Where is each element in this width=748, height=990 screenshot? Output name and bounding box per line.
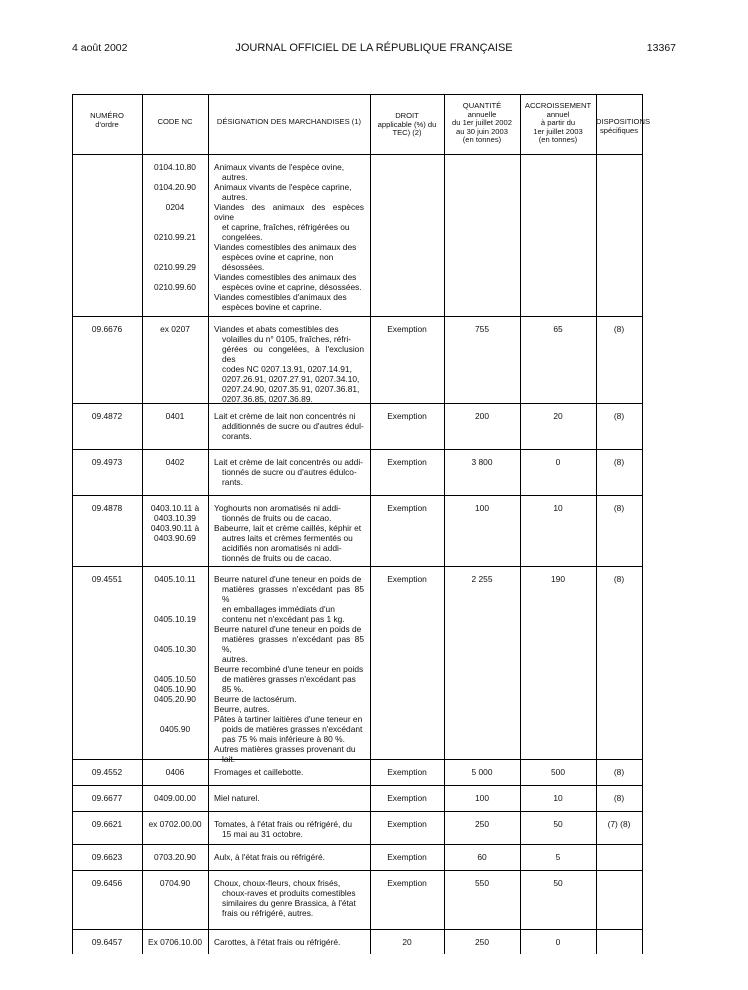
code-line: 0703.20.90 <box>154 852 196 862</box>
code-line: 0403.90.11 à <box>150 523 200 533</box>
code-line: 0405.10.30 <box>154 644 196 654</box>
designation-line: poids de matières grasses n'excédant <box>222 724 363 734</box>
row-numero: 09.6676 <box>91 324 123 334</box>
column-header-quantite <box>444 102 520 145</box>
designation-line: similaires du genre Brassica, à l'état <box>222 898 356 908</box>
designation-line: lait. <box>222 754 236 764</box>
row-designation <box>214 324 364 404</box>
row-numero: 09.6621 <box>91 819 123 829</box>
code-line: 0704.90 <box>159 878 191 888</box>
column-header-numero <box>72 112 142 129</box>
row-code-nc <box>142 852 208 862</box>
designation-line: acidifiés non aromatisés ni addi- <box>222 543 342 553</box>
designation-line: choux-raves et produits comestibles <box>222 888 356 898</box>
row-droit: Exemption <box>387 574 427 584</box>
row-droit: Exemption <box>387 793 427 803</box>
row-droit: Exemption <box>387 324 427 334</box>
designation-line: Beurre naturel d'une teneur en poids de <box>214 624 362 634</box>
row-dispositions: (8) <box>613 503 625 513</box>
code-line: 0406 <box>165 767 185 777</box>
code-line <box>142 734 208 744</box>
row-designation <box>214 852 364 862</box>
designation-line: gérées ou congelées, à l'exclusion des <box>222 344 364 364</box>
row-code-nc <box>142 411 208 421</box>
code-line <box>142 192 208 202</box>
table-top-rule <box>72 94 642 95</box>
row-designation <box>214 162 364 312</box>
row-accroissement: 190 <box>551 574 565 584</box>
designation-line: espèces ovine et caprine, non <box>222 252 334 262</box>
code-line: 0210.99.29 <box>154 262 196 272</box>
row-numero: 09.4878 <box>91 503 123 513</box>
column-header-line: au 30 juin 2003 <box>456 126 508 136</box>
designation-line: Animaux vivants de l'espèce caprine, <box>214 182 352 192</box>
row-accroissement: 0 <box>555 457 561 467</box>
designation-line: Aulx, à l'état frais ou réfrigéré. <box>214 852 325 862</box>
journal-title: JOURNAL OFFICIEL DE LA RÉPUBLIQUE FRANÇAISE <box>235 42 513 54</box>
designation-line: autres. <box>222 172 248 182</box>
tariff-table <box>72 94 651 954</box>
designation-line: Lait et crème de lait concentrés ou addi- <box>214 457 363 467</box>
designation-line: Beurre de lactosérum. <box>214 694 297 704</box>
code-line <box>142 272 208 282</box>
code-line: 0401 <box>165 411 185 421</box>
row-quantite: 550 <box>475 878 489 888</box>
designation-line: Yoghourts non aromatisés ni addi- <box>214 503 341 513</box>
row-dispositions: (8) <box>613 324 625 334</box>
designation-line: Beurre, autres. <box>214 704 270 714</box>
code-line <box>142 242 208 252</box>
designation-line: en emballages immédiats d'un <box>222 604 335 614</box>
row-accroissement: 10 <box>553 503 563 513</box>
row-quantite: 5 000 <box>471 767 493 777</box>
designation-line: tionnés de sucre ou d'autres édulco- <box>222 467 357 477</box>
code-line: 0405.10.90 <box>154 684 196 694</box>
row-numero: 09.6677 <box>91 793 123 803</box>
row-accroissement: 50 <box>553 819 563 829</box>
row-accroissement: 5 <box>555 852 561 862</box>
column-header-line: DISPOSITIONS <box>596 117 651 126</box>
designation-line: autres laits et crèmes fermentés ou <box>222 533 353 543</box>
column-header-dispositions <box>596 117 651 135</box>
designation-line: Pâtes à tartiner laitières d'une teneur en <box>214 714 363 724</box>
row-droit: Exemption <box>387 457 427 467</box>
designation-line: Beurre naturel d'une teneur en poids de <box>214 574 362 584</box>
code-line: 0210.99.60 <box>154 282 196 292</box>
code-line: 0104.20.90 <box>154 182 196 192</box>
column-header-accroissement <box>520 102 596 145</box>
row-code-nc <box>142 937 208 947</box>
row-designation <box>214 457 364 487</box>
code-line: 0409.00.00 <box>154 793 196 803</box>
row-numero: 09.4872 <box>91 411 123 421</box>
row-accroissement: 20 <box>553 411 563 421</box>
row-designation <box>214 503 364 563</box>
row-accroissement: 500 <box>551 767 565 777</box>
row-droit: Exemption <box>387 411 427 421</box>
column-rule <box>208 94 209 954</box>
row-code-nc <box>142 457 208 467</box>
designation-line: désossées. <box>222 262 265 272</box>
designation-line: autres. <box>222 654 248 664</box>
designation-line: autres. <box>222 192 248 202</box>
code-line: 0403.10.11 à <box>150 503 200 513</box>
row-droit: Exemption <box>387 852 427 862</box>
designation-line: 85 %. <box>222 684 244 694</box>
code-line: ex 0207 <box>160 324 190 334</box>
column-header-line: TEC) (2) <box>392 128 422 138</box>
row-quantite: 60 <box>477 852 487 862</box>
designation-line: congelées. <box>222 232 263 242</box>
code-line <box>142 212 208 222</box>
designation-line: espèces ovine et caprine, désossées. <box>222 282 362 292</box>
row-quantite: 100 <box>475 793 489 803</box>
code-line: 0405.10.11 <box>154 574 196 584</box>
row-rule <box>72 811 642 812</box>
row-quantite: 250 <box>475 937 489 947</box>
row-designation <box>214 878 364 918</box>
row-code-nc <box>142 878 208 888</box>
designation-line: Viandes comestibles des animaux des <box>214 272 357 282</box>
row-accroissement: 0 <box>555 937 561 947</box>
code-line <box>142 704 208 714</box>
column-header-line: annuelle <box>467 109 497 119</box>
row-designation <box>214 767 364 777</box>
code-line <box>142 604 208 614</box>
row-numero: 09.6457 <box>91 937 123 947</box>
code-line <box>142 654 208 664</box>
row-numero: 09.4551 <box>91 574 123 584</box>
row-quantite: 755 <box>475 324 489 334</box>
column-header-droit <box>370 112 444 138</box>
code-line: 0405.10.50 <box>154 674 196 684</box>
row-dispositions: (8) <box>613 793 625 803</box>
designation-line: et caprine, fraîches, réfrigérées ou <box>222 222 350 232</box>
designation-line: Viandes comestibles d'animaux des <box>214 292 347 302</box>
row-droit: Exemption <box>387 878 427 888</box>
row-rule <box>72 785 642 786</box>
code-line <box>142 172 208 182</box>
row-code-nc <box>142 793 208 803</box>
row-rule <box>72 495 642 496</box>
designation-line: 0207.36.85, 0207.36.89. <box>222 394 313 404</box>
column-header-line: d'ordre <box>95 119 119 129</box>
row-code-nc <box>142 324 208 334</box>
row-accroissement: 50 <box>553 878 563 888</box>
code-line: 0403.90.69 <box>154 533 196 543</box>
column-header-line: spécifiques <box>600 125 638 135</box>
row-quantite: 2 255 <box>471 574 493 584</box>
column-header-line: (en tonnes) <box>538 135 578 145</box>
designation-line: Beurre recombiné d'une teneur en poids <box>214 664 364 674</box>
row-rule <box>72 844 642 845</box>
row-numero: 09.6623 <box>91 852 123 862</box>
column-header-line: DÉSIGNATION DES MARCHANDISES (1) <box>216 117 362 126</box>
designation-line: Viandes comestibles des animaux des <box>214 242 357 252</box>
row-numero: 09.4552 <box>91 767 123 777</box>
column-header-line: à partir du <box>540 118 576 128</box>
designation-line: pas 75 % mais inférieure à 80 %. <box>222 734 345 744</box>
designation-line: codes NC 0207.13.91, 0207.14.91, <box>222 364 352 374</box>
designation-line: Babeurre, lait et crème caillés, képhir et <box>214 523 362 533</box>
header-rule <box>72 154 642 155</box>
row-code-nc <box>142 574 208 744</box>
column-header-designation <box>208 118 370 127</box>
row-quantite: 200 <box>475 411 489 421</box>
column-header-line: du 1er juillet 2002 <box>452 118 512 128</box>
designation-line: frais ou réfrigéré, autres. <box>222 908 314 918</box>
designation-line: Fromages et caillebotte. <box>214 767 304 777</box>
designation-line: Lait et crème de lait non concentrés ni <box>214 411 356 421</box>
row-accroissement: 65 <box>553 324 563 334</box>
column-header-line: annuel <box>546 109 570 119</box>
code-line: 0403.10.39 <box>154 513 196 523</box>
designation-line: espèces bovine et caprine. <box>222 302 322 312</box>
row-designation <box>214 937 364 947</box>
row-code-nc <box>142 819 208 829</box>
row-numero: 09.4973 <box>91 457 123 467</box>
row-dispositions: (8) <box>613 574 625 584</box>
designation-line: Animaux vivants de l'espèce ovine, <box>214 162 345 172</box>
code-line <box>142 594 208 604</box>
code-line <box>142 634 208 644</box>
row-dispositions: (8) <box>613 457 625 467</box>
row-designation <box>214 574 364 764</box>
code-line <box>142 664 208 674</box>
designation-line: additionnés de sucre ou d'autres édul- <box>222 421 364 431</box>
designation-line: rants. <box>222 477 243 487</box>
code-line: 0204 <box>165 202 185 212</box>
designation-line: 0207.26.91, 0207.27.91, 0207.34.10, <box>222 374 360 384</box>
code-line <box>142 584 208 594</box>
row-rule <box>72 566 642 567</box>
column-rule <box>642 94 643 954</box>
designation-line: corants. <box>222 431 252 441</box>
designation-line: Viandes et abats comestibles des <box>214 324 339 334</box>
row-dispositions: (7) (8) <box>607 819 631 829</box>
column-header-line: CODE NC <box>157 117 193 126</box>
row-droit: 20 <box>402 937 412 947</box>
designation-line: Carottes, à l'état frais ou réfrigéré. <box>214 937 341 947</box>
designation-line: de matières grasses n'excédant pas <box>222 674 356 684</box>
row-designation <box>214 411 364 441</box>
row-rule <box>72 870 642 871</box>
code-line: 0104.10.80 <box>154 162 196 172</box>
code-line: Ex 0706.10.00 <box>147 937 203 947</box>
row-rule <box>72 929 642 930</box>
designation-line: Viandes des animaux des espèces ovine <box>214 202 364 222</box>
column-header-code <box>142 118 208 127</box>
row-droit: Exemption <box>387 767 427 777</box>
designation-line: volailles du n° 0105, fraîches, réfri- <box>222 334 352 344</box>
row-droit: Exemption <box>387 503 427 513</box>
header-date: 4 août 2002 <box>72 42 128 54</box>
row-rule <box>72 449 642 450</box>
code-line <box>142 222 208 232</box>
row-code-nc <box>142 503 208 543</box>
row-accroissement: 10 <box>553 793 563 803</box>
column-header-line: NUMÉRO <box>90 111 124 120</box>
code-line: 0210.99.21 <box>154 232 196 242</box>
column-header-line: ACCROISSEMENT <box>524 101 592 110</box>
code-line <box>142 252 208 262</box>
designation-line: Choux, choux-fleurs, choux frisés, <box>214 878 341 888</box>
designation-line: matières grasses n'excédant pas 85 % <box>222 584 364 604</box>
row-rule <box>72 316 642 317</box>
designation-line: Miel naturel. <box>214 793 260 803</box>
row-designation <box>214 819 364 839</box>
code-line: 0405.10.19 <box>154 614 196 624</box>
row-dispositions: (8) <box>613 767 625 777</box>
code-line: 0405.20.90 <box>154 694 196 704</box>
column-header-line: DROIT <box>395 111 419 120</box>
row-dispositions: (8) <box>613 411 625 421</box>
code-line <box>142 292 208 302</box>
row-code-nc <box>142 767 208 777</box>
code-line: 0405.90 <box>159 724 191 734</box>
code-line: 0402 <box>165 457 185 467</box>
designation-line: matières grasses n'excédant pas 85 %, <box>222 634 364 654</box>
row-designation <box>214 793 364 803</box>
designation-line: 0207.24.90, 0207.35.91, 0207.36.81, <box>222 384 360 394</box>
designation-line: contenu net n'excédant pas 1 kg. <box>222 614 345 624</box>
column-header-line: 1er juillet 2003 <box>533 126 583 136</box>
column-header-line: (en tonnes) <box>462 135 502 145</box>
row-numero: 09.6456 <box>91 878 123 888</box>
code-line <box>142 624 208 634</box>
row-code-nc <box>142 162 208 302</box>
designation-line: Tomates, à l'état frais ou réfrigéré, du <box>214 819 352 829</box>
code-line <box>142 714 208 724</box>
designation-line: tionnés de fruits ou de cacao. <box>222 513 332 523</box>
designation-line: tionnés de fruits ou de cacao. <box>222 553 332 563</box>
column-header-line: applicable (%) du <box>377 119 437 129</box>
row-droit: Exemption <box>387 819 427 829</box>
row-quantite: 100 <box>475 503 489 513</box>
column-header-line: QUANTITÉ <box>462 101 502 110</box>
designation-line: 15 mai au 31 octobre. <box>222 829 304 839</box>
row-quantite: 3 800 <box>471 457 493 467</box>
row-quantite: 250 <box>475 819 489 829</box>
code-line: ex 0702.00.00 <box>148 819 202 829</box>
page-number: 13367 <box>646 42 676 54</box>
designation-line: Autres matières grasses provenant du <box>214 744 356 754</box>
